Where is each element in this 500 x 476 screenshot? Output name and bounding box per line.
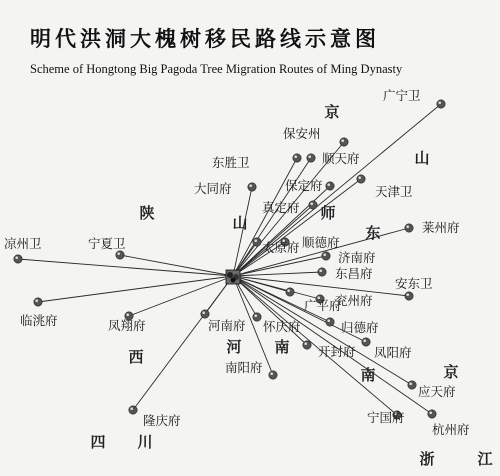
- destination-label: 东昌府: [335, 266, 373, 281]
- destination-marker: [14, 255, 22, 263]
- region-label: 江: [477, 450, 493, 468]
- marker-highlight: [327, 183, 330, 186]
- destination-marker: [129, 406, 137, 414]
- destination-marker: [253, 313, 261, 321]
- destination-marker: [303, 341, 311, 349]
- region-label: 陕: [139, 204, 155, 222]
- destination-marker: [286, 288, 294, 296]
- destination-marker: [340, 138, 348, 146]
- marker-highlight: [438, 101, 441, 104]
- route-line: [129, 276, 233, 316]
- destination-label: 东胜卫: [212, 155, 250, 170]
- route-line: [120, 255, 233, 276]
- destination-label: 大同府: [194, 181, 232, 196]
- destination-marker: [307, 154, 315, 162]
- destination-marker: [326, 318, 334, 326]
- region-label: 京: [324, 103, 340, 121]
- destination-label: 怀庆府: [263, 319, 301, 334]
- destination-label: 保安州: [283, 126, 321, 141]
- route-line: [233, 276, 409, 296]
- destination-label: 应天府: [418, 384, 456, 399]
- destination-label: 莱州府: [422, 220, 460, 235]
- region-label: 山: [414, 149, 430, 167]
- marker-highlight: [406, 293, 409, 296]
- destination-marker: [405, 224, 413, 232]
- destination-marker: [34, 298, 42, 306]
- marker-highlight: [363, 339, 366, 342]
- destination-label: 安东卫: [395, 276, 433, 291]
- marker-highlight: [126, 313, 129, 316]
- region-label: 南: [274, 338, 290, 356]
- destination-labels: [4, 88, 470, 437]
- map-title: 明代洪洞大槐树移民路线示意图: [30, 27, 380, 51]
- destination-label: 天津卫: [375, 184, 413, 199]
- destination-marker: [201, 310, 209, 318]
- destination-marker: [318, 268, 326, 276]
- region-label: 浙: [419, 450, 435, 468]
- destination-label: 杭州府: [432, 422, 470, 437]
- marker-highlight: [358, 176, 361, 179]
- marker-highlight: [310, 202, 313, 205]
- destination-label: 宁国府: [367, 410, 405, 425]
- marker-highlight: [308, 155, 311, 158]
- destination-label: 顺天府: [322, 151, 360, 166]
- region-label: 东: [365, 224, 381, 242]
- marker-highlight: [35, 299, 38, 302]
- region-label: 四: [90, 433, 106, 451]
- destination-marker: [362, 338, 370, 346]
- marker-highlight: [254, 314, 257, 317]
- destination-label: 宁夏卫: [88, 236, 126, 251]
- region-label: 河: [226, 338, 242, 356]
- destination-marker: [405, 292, 413, 300]
- marker-highlight: [130, 407, 133, 410]
- marker-highlight: [15, 256, 18, 259]
- destination-label: 兖州府: [335, 293, 373, 308]
- region-label: 南: [360, 366, 376, 384]
- destination-label: 凤阳府: [374, 345, 412, 360]
- marker-highlight: [254, 239, 257, 242]
- destination-label: 真定府: [262, 200, 300, 215]
- marker-highlight: [319, 269, 322, 272]
- destination-label: 济南府: [338, 250, 376, 265]
- marker-highlight: [294, 155, 297, 158]
- destination-label: 凤翔府: [108, 318, 146, 333]
- destination-marker: [326, 182, 334, 190]
- marker-highlight: [406, 225, 409, 228]
- destination-label: 归德府: [341, 320, 379, 335]
- marker-highlight: [202, 311, 205, 314]
- destination-label: 广平府: [304, 298, 342, 313]
- destination-marker: [428, 410, 436, 418]
- destination-marker: [357, 175, 365, 183]
- map-subtitle: Scheme of Hongtong Big Pagoda Tree Migration Routes of Ming Dynasty: [30, 62, 403, 76]
- region-label: 川: [137, 433, 153, 451]
- destination-label: 河南府: [208, 318, 246, 333]
- destination-marker: [309, 201, 317, 209]
- route-line: [18, 259, 233, 276]
- destination-label: 顺德府: [302, 235, 340, 250]
- marker-highlight: [117, 252, 120, 255]
- destination-marker: [408, 381, 416, 389]
- marker-highlight: [409, 382, 412, 385]
- destination-label: 广宁卫: [383, 88, 421, 103]
- destination-label: 隆庆府: [143, 413, 181, 428]
- marker-highlight: [304, 342, 307, 345]
- marker-highlight: [327, 319, 330, 322]
- marker-highlight: [429, 411, 432, 414]
- route-line: [38, 276, 233, 302]
- region-label: 京: [443, 363, 459, 381]
- destination-label: 凉州卫: [4, 236, 42, 251]
- destination-label: 太原府: [262, 240, 300, 255]
- marker-highlight: [270, 372, 273, 375]
- region-label: 山: [232, 214, 248, 232]
- marker-highlight: [287, 289, 290, 292]
- region-label: 西: [128, 348, 144, 366]
- destination-marker: [293, 154, 301, 162]
- marker-highlight: [323, 253, 326, 256]
- marker-highlight: [249, 184, 252, 187]
- destination-label: 保定府: [285, 178, 323, 193]
- region-label: 师: [320, 204, 336, 222]
- destination-label: 临洮府: [20, 313, 58, 328]
- destination-marker: [248, 183, 256, 191]
- destination-label: 开封府: [318, 344, 356, 359]
- route-line: [133, 276, 233, 410]
- marker-highlight: [341, 139, 344, 142]
- destination-marker: [322, 252, 330, 260]
- destination-marker: [437, 100, 445, 108]
- destination-marker: [269, 371, 277, 379]
- origin-pagoda-tree-icon: [226, 270, 240, 284]
- destination-marker: [253, 238, 261, 246]
- destination-label: 南阳府: [225, 360, 263, 375]
- destination-marker: [116, 251, 124, 259]
